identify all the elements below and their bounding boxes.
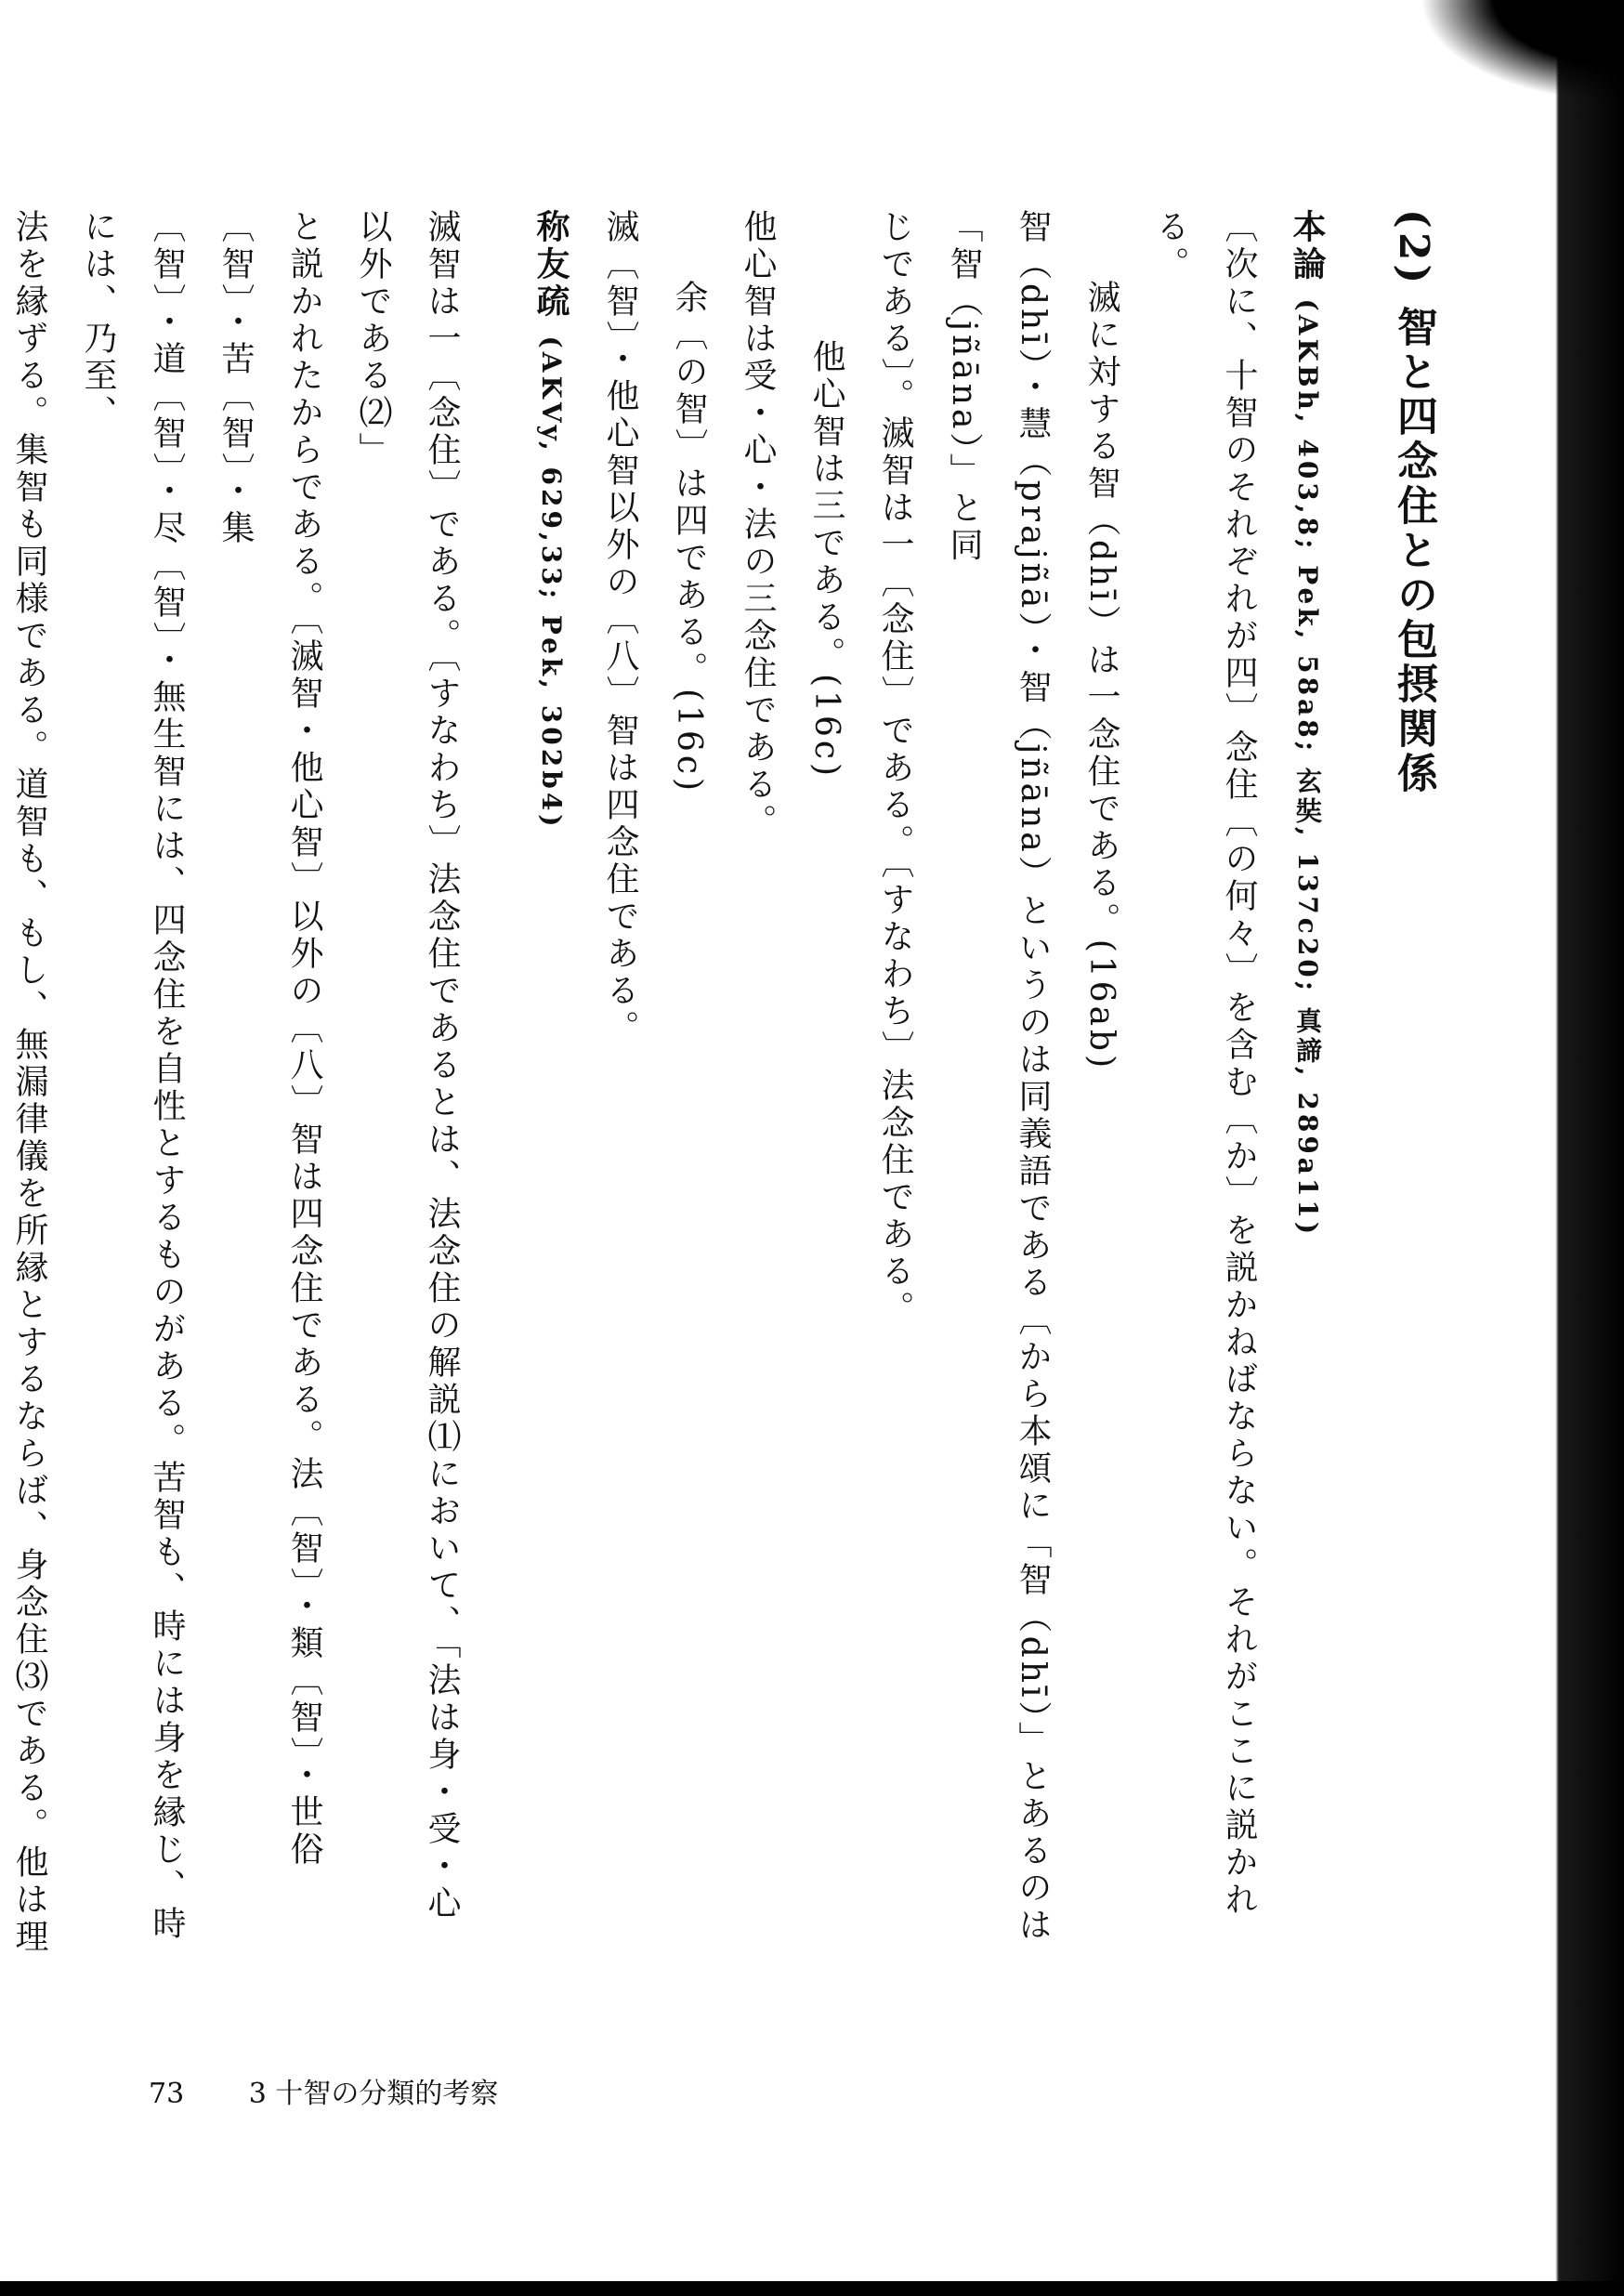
section-title: 智と四念住との包摂関係 (1390, 305, 1437, 796)
citation-ref: (AKBh, 403,8; Pek, 58a8; 玄奘, 137c20; 真諦, 289a11) (1292, 298, 1323, 1239)
scan-bottom-border (0, 2281, 1624, 2296)
vertical-text-body (10, 209, 1447, 1956)
source-citation-commentary (517, 209, 585, 1956)
book-page-edge (1540, 0, 1624, 2296)
body-line: 〔次に、十智のそれぞれが四〕念住〔の何々〕を含む〔か〕を説かねばならない。それがここに説かれる。 (1151, 209, 1258, 1919)
verse-line: 滅に対する智（dhī）は一念住である。(16ab) (1082, 280, 1120, 1072)
citation-ref: (AKVy, 629,33; Pek, 302b4) (536, 335, 567, 831)
body-line: じである〕。滅智は一〔念住〕である。〔すなわち〕法念住である。 (876, 209, 914, 1328)
verse-line: 他心智は三である。(16c) (807, 339, 845, 781)
body-line: 滅智は一〔念住〕である。〔すなわち〕法念住であるとは、法念住の解説⑴において、「法は身・受・心以外である⑵」 (354, 209, 461, 1922)
running-chapter-title: 3 十智の分類的考察 (248, 2078, 499, 2110)
body-line: 〔智〕・道〔智〕・尽〔智〕・無生智には、四念住を自性とするものがある。苦智も、時には身を縁じ、時には、乃至、 (79, 209, 186, 1943)
body-line: 他心智は受・心・法の三念住である。 (739, 209, 777, 841)
citation-label: 称友疏 (531, 209, 570, 321)
body-line: と説かれたからである。〔滅智・他心智〕以外の〔八〕智は四念住である。法〔智〕・類〔智〕・世俗〔智〕・苦〔智〕・集 (216, 209, 323, 1869)
section-heading (1379, 209, 1447, 1956)
body-line: 滅〔智〕・他心智以外の〔八〕智は四念住である。 (601, 209, 639, 1047)
page-number: 73 (149, 2078, 185, 2110)
section-number: (2) (1390, 209, 1437, 288)
page-footer (149, 2070, 554, 2111)
citation-label: 本論 (1288, 209, 1327, 283)
body-line: 法を縁ずる。集智も同様である。道智も、もし、無漏律儀を所縁とするならば、身念住⑶である。他は理 (10, 209, 48, 1956)
body-line: 智（dhī）・慧（prajñā）・智（jñāna）というのは同義語である〔から本頌に「智（dhī）」とあるのは「智（jñāna）」と同 (945, 209, 1052, 1945)
source-citation-main (1273, 209, 1342, 1956)
verse-line: 余〔の智〕は四である。(16c) (670, 280, 708, 795)
book-page-shadow (1420, 0, 1624, 102)
